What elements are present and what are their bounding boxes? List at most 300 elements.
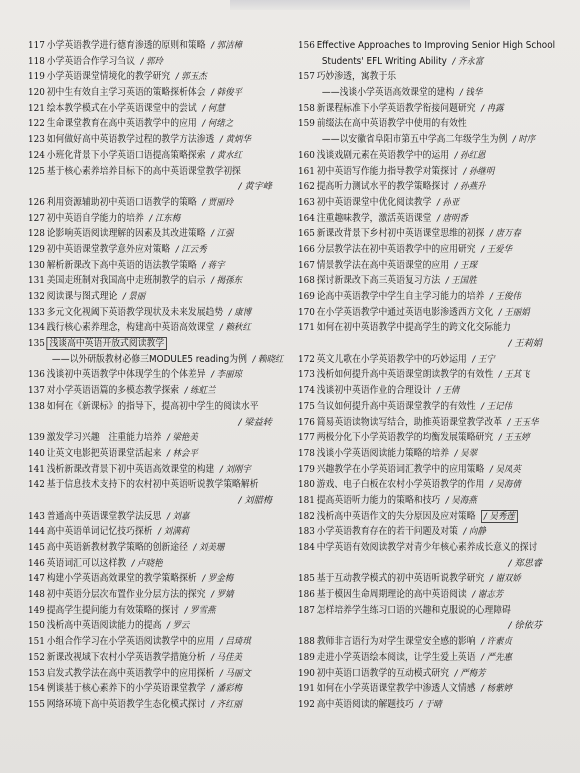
entry-author: / 孙继明 — [463, 165, 495, 177]
entry-page-number: 155 — [28, 698, 45, 710]
toc-entry — [28, 195, 269, 211]
entry-page-number: 128 — [28, 228, 45, 240]
entry-page-number: 138 — [28, 400, 45, 412]
entry-page-number: 121 — [28, 102, 45, 114]
entry-author: / 徐依芬 — [508, 620, 542, 632]
entry-page-number: 172 — [298, 353, 315, 365]
right-column-toc — [298, 38, 560, 713]
toc-entry — [298, 524, 539, 540]
entry-title: 如何在初中英语教学中提高学生的跨文化交际能力 — [316, 322, 511, 334]
entry-author: / 刘刚宇 — [219, 463, 251, 475]
entry-author: / 何慧 — [202, 102, 225, 114]
toc-entry — [298, 85, 539, 101]
entry-title: 多元文化视阈下英语教学现状及未来发展趋势 — [46, 306, 224, 318]
entry-author: / 罗婧 — [211, 589, 234, 601]
entry-page-number: 125 — [28, 165, 45, 177]
toc-entry — [28, 54, 269, 70]
entry-title: 利用资源辅助初中英语口语教学的策略 — [46, 196, 197, 208]
toc-entry — [28, 101, 269, 117]
entry-title: Effective Approaches to Improving Senior High School — [316, 40, 556, 51]
entry-title: 提高学生提问能力有效策略的探讨 — [46, 604, 180, 616]
toc-entry — [28, 415, 290, 431]
entry-author: / 练虹兰 — [184, 385, 216, 397]
toc-entry — [28, 320, 269, 336]
entry-author: / 吕琦琪 — [219, 636, 251, 648]
entry-author: / 郭玉杰 — [175, 71, 207, 83]
entry-title: 小班化背景下小学英语口语提高策略探索 — [46, 149, 206, 161]
entry-author: / 严梅芳 — [454, 667, 486, 679]
entry-page-number: 162 — [298, 181, 315, 193]
entry-author: / 王爱华 — [481, 243, 512, 255]
entry-page-number: 135 — [28, 338, 45, 350]
toc-entry — [298, 211, 539, 227]
toc-entry — [298, 367, 539, 383]
entry-title: 论影响英语阅读理解的因素及其改进策略 — [46, 228, 206, 240]
toc-entry — [298, 242, 539, 258]
toc-entry — [298, 634, 539, 650]
entry-page-number: 175 — [298, 400, 315, 412]
toc-entry — [28, 273, 269, 289]
entry-author: / 罗雪燕 — [184, 604, 216, 616]
entry-author: / 黄水红 — [211, 149, 242, 161]
entry-title: 基于核心素养培养目标下的高中英语课堂教学初探 — [46, 165, 241, 177]
toc-entry — [298, 446, 539, 462]
toc-entry — [298, 650, 539, 666]
toc-entry — [298, 493, 539, 509]
entry-author: / 谢志芳 — [472, 589, 504, 601]
toc-entry — [298, 603, 539, 619]
toc-entry — [298, 336, 560, 352]
entry-title: 探讨新课改下高三英语复习方法 — [316, 275, 441, 287]
toc-entry — [28, 352, 284, 368]
entry-title: 初中生有效自主学习英语的策略探析体会 — [46, 87, 206, 99]
entry-title: 如何在小学英语课堂教学中渗透人文情感 — [316, 683, 476, 695]
toc-entry — [298, 195, 539, 211]
toc-entry — [28, 164, 269, 180]
toc-entry — [298, 258, 539, 274]
entry-page-number: 165 — [298, 228, 315, 240]
entry-page-number: 120 — [28, 87, 45, 99]
toc-entry — [28, 493, 290, 509]
entry-title: 如何做好高中英语教学过程的教学方法渗透 — [46, 134, 215, 146]
entry-page-number: 167 — [298, 259, 315, 271]
entry-title: ——以外研版教材必修三MODULE5 reading为例 — [51, 353, 247, 365]
entry-author: / 林会平 — [166, 447, 198, 459]
entry-author: / 王记伟 — [481, 400, 512, 412]
entry-author: / 江东梅 — [149, 212, 181, 224]
toc-entry — [28, 524, 269, 540]
entry-title: 英语词汇可以这样教 — [46, 557, 127, 569]
entry-title: 基于互动教学模式的初中英语听说教学研究 — [316, 573, 485, 585]
entry-title: 美国走班制对我国高中走班制教学的启示 — [46, 275, 206, 287]
entry-page-number: 188 — [298, 636, 315, 648]
entry-title: 构建小学英语高效课堂的教学策略探析 — [46, 573, 197, 585]
entry-page-number: 122 — [28, 118, 45, 130]
entry-author: / 梁益转 — [238, 416, 272, 428]
toc-entry — [298, 101, 539, 117]
entry-page-number: 151 — [28, 636, 45, 648]
entry-title: 浅谈戏剧元素在英语教学中的运用 — [316, 149, 450, 161]
toc-entry — [28, 666, 269, 682]
entry-title: 在小学英语教学中通过英语电影渗透西方文化 — [316, 306, 494, 318]
entry-author: / 唐明香 — [436, 212, 468, 224]
entry-author: / 齐红丽 — [211, 698, 242, 710]
toc-entry — [28, 556, 269, 572]
entry-page-number: 187 — [298, 604, 315, 616]
entry-title: 高中英语新教材教学策略的创新途径 — [46, 542, 188, 553]
toc-entry — [28, 242, 269, 258]
entry-author: / 李丽琼 — [211, 369, 242, 381]
toc-entry — [298, 54, 539, 70]
entry-author: / 吴秀莲 — [481, 510, 517, 523]
entry-author: / 梁艳美 — [166, 432, 198, 444]
left-column-toc — [28, 38, 290, 713]
entry-page-number: 152 — [28, 651, 45, 663]
entry-page-number: 164 — [298, 212, 315, 224]
entry-page-number: 130 — [28, 259, 45, 271]
entry-page-number: 144 — [28, 526, 45, 538]
entry-author: / 吴翠 — [454, 447, 478, 459]
entry-title: 小学英语合作学习刍议 — [46, 55, 135, 67]
toc-entry — [28, 132, 269, 148]
entry-title: 网络环境下高中英语教学生态化模式探讨 — [46, 698, 206, 710]
entry-title: 浅谈初中英语教学中体现学生的个体差异 — [46, 369, 206, 381]
entry-page-number: 140 — [28, 447, 45, 459]
entry-title: 新课改视域下农村小学英语教学措施分析 — [46, 651, 206, 663]
entry-page-number: 148 — [28, 589, 45, 601]
entry-author: / 揭孫东 — [211, 275, 242, 287]
entry-author: / 向静 — [463, 526, 486, 538]
entry-page-number: 129 — [28, 243, 45, 255]
entry-title: 生命课堂教育在高中英语教学中的应用 — [46, 118, 197, 130]
entry-page-number: 176 — [298, 416, 315, 428]
entry-title: ——以安徽省阜阳市第五中学高二年级学生为例 — [321, 134, 508, 146]
entry-title: 初中英语课堂中优化阅读教学 — [316, 196, 432, 208]
toc-entry — [298, 38, 556, 54]
entry-author: / 刘美珊 — [193, 542, 225, 553]
entry-author: / 贾丽玲 — [202, 196, 234, 208]
entry-page-number: 171 — [298, 322, 315, 334]
entry-page-number: 153 — [28, 667, 45, 679]
toc-entry — [28, 509, 269, 525]
toc-entry — [28, 681, 269, 697]
entry-page-number: 160 — [298, 149, 315, 161]
toc-entry — [28, 540, 269, 556]
toc-entry — [298, 587, 539, 603]
entry-title: 初中英语分层次布置作业分层方法的探究 — [46, 589, 206, 601]
entry-page-number: 177 — [298, 432, 315, 444]
entry-author: / 吴凤英 — [489, 463, 521, 475]
entry-author: / 孙红恩 — [454, 149, 486, 161]
entry-author: / 江强 — [211, 228, 234, 240]
entry-page-number: 126 — [28, 196, 45, 208]
toc-entry — [298, 352, 539, 368]
entry-page-number: 182 — [298, 510, 315, 522]
entry-page-number: 142 — [28, 479, 45, 491]
entry-page-number: 127 — [28, 212, 45, 224]
toc-entry — [298, 69, 539, 85]
entry-page-number: 139 — [28, 432, 45, 444]
entry-page-number: 168 — [298, 275, 315, 287]
entry-page-number: 192 — [298, 698, 315, 710]
toc-entry — [298, 509, 539, 525]
toc-entry — [28, 399, 269, 415]
toc-entry — [28, 116, 269, 132]
entry-title: 浅析高中英语阅读能力的提高 — [46, 620, 162, 632]
toc-entry — [298, 415, 539, 431]
entry-author: / 黄炳华 — [219, 134, 251, 146]
entry-title: 普通高中英语课堂教学法反思 — [46, 510, 162, 522]
entry-page-number: 166 — [298, 243, 315, 255]
toc-entry — [298, 399, 539, 415]
toc-entry — [298, 116, 539, 132]
entry-author: / 康博 — [228, 306, 252, 318]
entry-title: Students' EFL Writing Ability — [321, 55, 447, 67]
entry-author: / 王丽娟 — [498, 306, 530, 318]
toc-entry — [28, 446, 269, 462]
toc-entry — [298, 164, 539, 180]
entry-title: 高中英语单词记忆技巧探析 — [46, 526, 153, 538]
toc-entry — [28, 85, 269, 101]
toc-entry — [298, 179, 539, 195]
entry-title: 游戏、电子白板在农村小学英语教学的作用 — [316, 479, 485, 491]
entry-author: / 刘腊梅 — [238, 494, 272, 506]
entry-title: 初中英语写作能力指导教学对策探讨 — [316, 165, 458, 177]
entry-author: / 齐永富 — [452, 55, 484, 67]
entry-title: 兴趣教学在小学英语词汇教学中的应用策略 — [316, 463, 485, 475]
entry-page-number: 161 — [298, 165, 315, 177]
entry-author: / 王莉娟 — [508, 338, 542, 350]
entry-author: / 江云秀 — [175, 243, 207, 255]
toc-entry — [28, 462, 269, 478]
entry-author: / 赖秋红 — [219, 322, 251, 334]
entry-page-number: 118 — [28, 55, 45, 67]
entry-title: 阅读课与图式理论 — [46, 291, 118, 302]
toc-entry — [298, 132, 539, 148]
entry-page-number: 174 — [298, 385, 315, 397]
entry-author: / 赖晓红 — [252, 353, 284, 365]
toc-entry — [298, 148, 539, 164]
toc-entry — [298, 462, 539, 478]
entry-title: 简易英语读物读写结合，助推英语课堂教学改革 — [316, 416, 503, 428]
toc-entry — [28, 571, 269, 587]
toc-entry — [298, 320, 539, 336]
toc-entry — [28, 38, 269, 54]
entry-title: 基于模因生命周期理论的高中英语阅读 — [316, 589, 467, 601]
entry-author: / 蒋宇 — [202, 259, 225, 271]
entry-title: 激发学习兴趣 注重能力培养 — [46, 432, 162, 444]
entry-title: 例谈基于核心素养下的小学英语课堂教学 — [46, 683, 206, 695]
entry-title: 启发式教学法在高中英语教学中的应用探析 — [46, 667, 215, 679]
entry-page-number: 186 — [298, 589, 315, 601]
entry-author: / 杨紫婷 — [481, 683, 512, 695]
entry-title: 走进小学英语绘本阅读，让学生爱上英语 — [316, 651, 476, 663]
entry-author: / 冉露 — [481, 102, 504, 114]
entry-title: 新课改背景下乡村初中英语课堂思维的初探 — [316, 228, 485, 240]
entry-author: / 王俊伟 — [489, 291, 521, 302]
entry-page-number: 133 — [28, 306, 45, 318]
toc-entry — [28, 69, 269, 85]
entry-page-number: 189 — [298, 651, 315, 663]
entry-author: / 吴海倩 — [489, 479, 521, 491]
entry-title: 英文儿歌在小学英语教学中的巧妙运用 — [316, 353, 467, 365]
entry-title: 解析新课改下高中英语的语法教学策略 — [46, 259, 197, 271]
toc-entry — [28, 258, 269, 274]
entry-title: 分层教学法在初中英语教学中的应用研究 — [316, 243, 476, 255]
entry-page-number: 159 — [298, 118, 315, 130]
entry-title: 新课程标准下小学英语教学衔接问题研究 — [316, 102, 476, 114]
entry-author: / 郑思睿 — [508, 557, 542, 569]
toc-entry — [28, 634, 269, 650]
toc-entry — [298, 226, 539, 242]
entry-title: 如何在《新课标》的指导下，提高初中学生的阅读水平 — [46, 400, 259, 412]
toc-entry — [298, 540, 539, 556]
entry-title: 巧妙渗透，寓教于乐 — [316, 71, 397, 83]
entry-page-number: 143 — [28, 510, 45, 522]
entry-page-number: 163 — [298, 196, 315, 208]
entry-title: 初中英语口语教学的互动模式研究 — [316, 667, 450, 679]
entry-title: 浅谈初中英语作业的合理设计 — [316, 385, 432, 397]
entry-page-number: 132 — [28, 291, 45, 302]
entry-author: / 潘彩梅 — [211, 683, 242, 695]
toc-entry — [28, 367, 269, 383]
toc-entry — [298, 681, 539, 697]
toc-entry — [298, 697, 539, 713]
entry-author: / 罗云 — [166, 620, 190, 632]
entry-author: / 刘满莉 — [158, 526, 190, 538]
entry-page-number: 131 — [28, 275, 45, 287]
entry-author: / 罗金梅 — [202, 573, 234, 585]
entry-page-number: 141 — [28, 463, 45, 475]
toc-entry — [28, 603, 269, 619]
entry-title: 两极分化下小学英语教学的均衡发展策略研究 — [316, 432, 494, 444]
toc-entry — [28, 148, 269, 164]
entry-page-number: 178 — [298, 447, 315, 459]
entry-author: / 王玉华 — [507, 416, 539, 428]
entry-author: / 马丽文 — [219, 667, 251, 679]
entry-title: 前缀法在高中英语教学中使用的有效性 — [316, 118, 467, 130]
toc-entry — [298, 273, 539, 289]
toc-entry — [298, 571, 539, 587]
toc-entry — [298, 666, 539, 682]
entry-page-number: 183 — [298, 526, 315, 538]
entry-author: / 谢双娇 — [489, 573, 521, 585]
toc-entry — [28, 430, 269, 446]
entry-author: / 景丽 — [122, 291, 146, 302]
entry-title: 教师非言语行为对学生课堂安全感的影响 — [316, 636, 476, 648]
entry-title: 小组合作学习在小学英语阅读教学中的应用 — [46, 636, 215, 648]
toc-entry — [28, 226, 269, 242]
entry-title: 践行核心素养理念，构建高中英语高效课堂 — [46, 322, 215, 334]
entry-title: 浅谈高中英语开放式阅读教学 — [47, 337, 167, 350]
entry-page-number: 170 — [298, 306, 315, 318]
entry-title: 论高中英语教学中学生自主学习能力的培养 — [316, 291, 485, 302]
entry-page-number: 124 — [28, 149, 45, 161]
entry-author: / 马佳美 — [211, 651, 242, 663]
toc-entry — [28, 383, 269, 399]
entry-page-number: 180 — [298, 479, 315, 491]
entry-author: / 王玉婷 — [498, 432, 530, 444]
entry-title: ——浅谈小学英语高效课堂的建构 — [321, 87, 455, 99]
toc-entry — [298, 305, 539, 321]
entry-author: / 严先惠 — [481, 651, 512, 663]
entry-author: / 时序 — [512, 134, 536, 146]
entry-title: 浅谈小学英语阅读能力策略的培养 — [316, 447, 450, 459]
entry-author: / 王倩 — [436, 385, 460, 397]
entry-page-number: 179 — [298, 463, 315, 475]
entry-author: / 刘嘉 — [166, 510, 190, 522]
entry-title: 让英文电影把英语课堂活起来 — [46, 447, 162, 459]
entry-title: 对小学英语语篇的多模态教学探索 — [46, 385, 180, 397]
entry-page-number: 156 — [298, 40, 315, 51]
entry-title: 提高听力测试水平的教学策略探讨 — [316, 181, 450, 193]
entry-page-number: 184 — [298, 542, 315, 553]
entry-author: / 王其飞 — [498, 369, 530, 381]
entry-title: 小学英语教学进行德育渗透的原则和策略 — [46, 40, 206, 51]
entry-author: / 王国胜 — [445, 275, 477, 287]
toc-entry — [28, 587, 269, 603]
toc-entry — [298, 556, 560, 572]
entry-title: 基于信息技术支持下的农村初中英语听说教学策略解析 — [46, 479, 259, 491]
toc-entry — [28, 289, 269, 305]
entry-page-number: 134 — [28, 322, 45, 334]
entry-page-number: 157 — [298, 71, 315, 83]
entry-author: / 孙燕升 — [454, 181, 486, 193]
entry-title: 绘本教学模式在小学英语课堂中的尝试 — [46, 102, 197, 114]
toc-entry — [28, 697, 269, 713]
entry-title: 情景教学法在高中英语课堂的应用 — [316, 259, 450, 271]
entry-title: 提高英语听力能力的策略和技巧 — [316, 494, 441, 506]
entry-page-number: 119 — [28, 71, 45, 83]
entry-page-number: 169 — [298, 291, 315, 302]
entry-title: 中学英语有效阅读教学对青少年核心素养成长意义的探讨 — [316, 542, 538, 553]
entry-page-number: 190 — [298, 667, 315, 679]
entry-author: / 郭洁樟 — [211, 40, 242, 51]
toc-entry — [28, 211, 269, 227]
entry-page-number: 149 — [28, 604, 45, 616]
entry-author: / 何绪之 — [202, 118, 234, 130]
toc-entry — [28, 650, 269, 666]
entry-author: / 许素贞 — [481, 636, 512, 648]
toc-entry — [298, 289, 539, 305]
entry-author: / 韩俊平 — [211, 87, 242, 99]
entry-author: / 郭玲 — [140, 55, 163, 67]
entry-author: / 王琛 — [454, 259, 478, 271]
entry-title: 高中英语阅读的解题技巧 — [316, 698, 414, 710]
entry-title: 刍议如何提升高中英语课堂教学的有效性 — [316, 400, 476, 412]
entry-title: 初中英语自学能力的培养 — [46, 212, 144, 224]
entry-page-number: 123 — [28, 134, 45, 146]
entry-page-number: 191 — [298, 683, 315, 695]
toc-entry — [298, 430, 539, 446]
toc-entry — [28, 336, 269, 352]
entry-page-number: 137 — [28, 385, 45, 397]
toc-entry — [28, 618, 269, 634]
entry-author: / 钱华 — [459, 87, 483, 99]
entry-page-number: 117 — [28, 40, 45, 51]
toc-entry — [28, 477, 269, 493]
entry-title: 小学英语教育存在的若干问题及对策 — [316, 526, 458, 538]
entry-author: / 唐万春 — [489, 228, 521, 240]
entry-page-number: 146 — [28, 557, 45, 569]
toc-entry — [28, 305, 269, 321]
entry-title: 浅析高中英语作文的失分原因及应对策略 — [316, 510, 476, 522]
entry-title: 怎样培养学生练习口语的兴趣和克服说的心理障碍 — [316, 604, 511, 616]
entry-title: 浅析如何提升高中英语课堂朗读教学的有效性 — [316, 369, 494, 381]
entry-title: 浅析新课改背景下初中英语高效课堂的构建 — [46, 463, 215, 475]
toc-entry — [298, 618, 560, 634]
entry-page-number: 181 — [298, 494, 315, 506]
